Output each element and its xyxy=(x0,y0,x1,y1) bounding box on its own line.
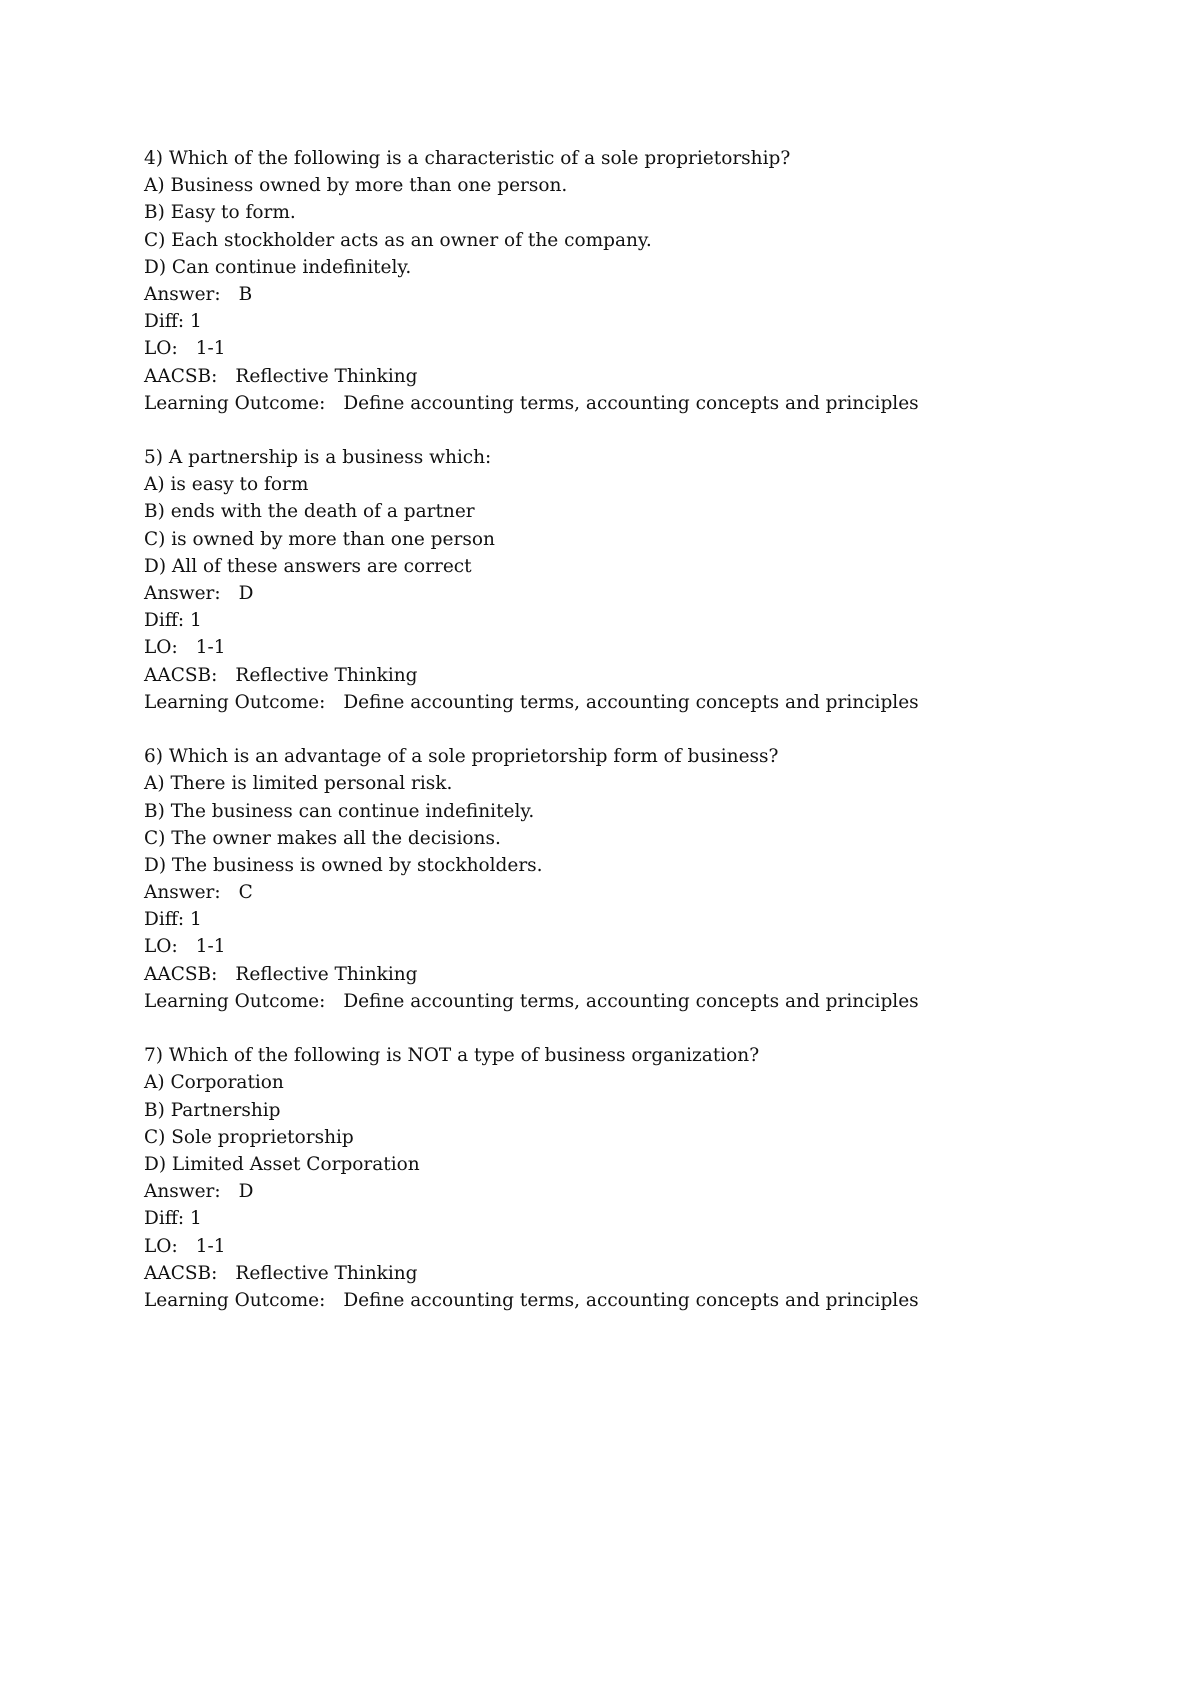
aacsb-line xyxy=(144,662,1144,689)
lo-value: 1-1 xyxy=(195,936,226,958)
option-b: B) ends with the death of a partner xyxy=(144,501,475,523)
aacsb-label: AACSB: xyxy=(144,963,218,985)
lo-label: LO: xyxy=(144,936,178,958)
lo-line xyxy=(144,1233,1144,1260)
question-block xyxy=(144,444,1144,716)
diff-label: Diff: xyxy=(144,610,185,632)
question-stem: 7) Which of the following is NOT a type of business organization? xyxy=(144,1045,760,1067)
lo-value: 1-1 xyxy=(195,637,226,659)
answer-line xyxy=(144,1178,1144,1205)
lo-label: LO: xyxy=(144,637,178,659)
lo-line xyxy=(144,634,1144,661)
learning-outcome-label: Learning Outcome: xyxy=(144,990,326,1012)
option-a: A) There is limited personal risk. xyxy=(144,773,453,795)
learning-outcome-line xyxy=(144,1287,1144,1314)
aacsb-line xyxy=(144,1260,1144,1287)
question-block xyxy=(144,743,1144,1015)
diff-line xyxy=(144,1205,1144,1232)
aacsb-value: Reflective Thinking xyxy=(235,365,418,387)
option-d: D) All of these answers are correct xyxy=(144,555,472,577)
answer-value: C xyxy=(238,882,253,904)
diff-value: 1 xyxy=(190,909,202,931)
question-block xyxy=(144,145,1144,417)
diff-value: 1 xyxy=(190,1208,202,1230)
option-d: D) Can continue indefinitely. xyxy=(144,256,412,278)
learning-outcome-value: Define accounting terms, accounting concepts and principles xyxy=(343,392,919,414)
aacsb-label: AACSB: xyxy=(144,365,218,387)
aacsb-line xyxy=(144,961,1144,988)
option-a: A) is easy to form xyxy=(144,474,309,496)
question-list xyxy=(144,145,1144,1341)
question-stem: 4) Which of the following is a characteristic of a sole proprietorship? xyxy=(144,148,791,169)
learning-outcome-value: Define accounting terms, accounting concepts and principles xyxy=(343,691,919,713)
answer-value: D xyxy=(238,583,254,604)
question-stem: 6) Which is an advantage of a sole proprietorship form of business? xyxy=(144,746,779,768)
answer-line xyxy=(144,281,1144,308)
answer-value: D xyxy=(238,1181,254,1203)
answer-label: Answer: xyxy=(144,882,221,904)
aacsb-value: Reflective Thinking xyxy=(235,1262,418,1284)
option-b: B) Partnership xyxy=(144,1099,281,1121)
aacsb-label: AACSB: xyxy=(144,1262,218,1284)
learning-outcome-value: Define accounting terms, accounting concepts and principles xyxy=(343,990,919,1012)
answer-label: Answer: xyxy=(144,583,221,604)
lo-line xyxy=(144,933,1144,960)
learning-outcome-label: Learning Outcome: xyxy=(144,691,326,713)
diff-line xyxy=(144,906,1144,933)
option-b: B) The business can continue indefinitely. xyxy=(144,800,535,822)
option-d: D) Limited Asset Corporation xyxy=(144,1153,420,1175)
diff-label: Diff: xyxy=(144,909,185,931)
question-stem: 5) A partnership is a business which: xyxy=(144,447,492,469)
diff-line xyxy=(144,308,1144,335)
option-a: A) Corporation xyxy=(144,1072,284,1094)
answer-label: Answer: xyxy=(144,1181,221,1203)
learning-outcome-label: Learning Outcome: xyxy=(144,392,326,414)
option-d: D) The business is owned by stockholders. xyxy=(144,854,543,876)
aacsb-line xyxy=(144,363,1144,390)
learning-outcome-line xyxy=(144,689,1144,716)
diff-label: Diff: xyxy=(144,311,185,333)
answer-line xyxy=(144,580,1144,607)
lo-label: LO: xyxy=(144,338,178,360)
lo-line xyxy=(144,335,1144,362)
option-c: C) is owned by more than one person xyxy=(144,528,495,550)
learning-outcome-value: Define accounting terms, accounting concepts and principles xyxy=(343,1289,919,1311)
learning-outcome-label: Learning Outcome: xyxy=(144,1289,326,1311)
question-block xyxy=(144,1042,1144,1314)
diff-value: 1 xyxy=(190,311,202,333)
learning-outcome-line xyxy=(144,988,1144,1015)
lo-value: 1-1 xyxy=(195,338,226,360)
learning-outcome-line xyxy=(144,390,1144,417)
diff-line xyxy=(144,607,1144,634)
diff-value: 1 xyxy=(190,610,202,632)
aacsb-value: Reflective Thinking xyxy=(235,963,418,985)
answer-value: B xyxy=(238,283,253,305)
answer-line xyxy=(144,879,1144,906)
option-a: A) Business owned by more than one person. xyxy=(144,175,568,197)
option-b: B) Easy to form. xyxy=(144,202,296,224)
answer-label: Answer: xyxy=(144,283,221,305)
lo-value: 1-1 xyxy=(195,1235,226,1257)
diff-label: Diff: xyxy=(144,1208,185,1230)
option-c: C) Each stockholder acts as an owner of the company. xyxy=(144,229,652,251)
option-c: C) Sole proprietorship xyxy=(144,1126,354,1148)
lo-label: LO: xyxy=(144,1235,178,1257)
aacsb-label: AACSB: xyxy=(144,664,218,686)
aacsb-value: Reflective Thinking xyxy=(235,664,418,686)
option-c: C) The owner makes all the decisions. xyxy=(144,827,501,849)
